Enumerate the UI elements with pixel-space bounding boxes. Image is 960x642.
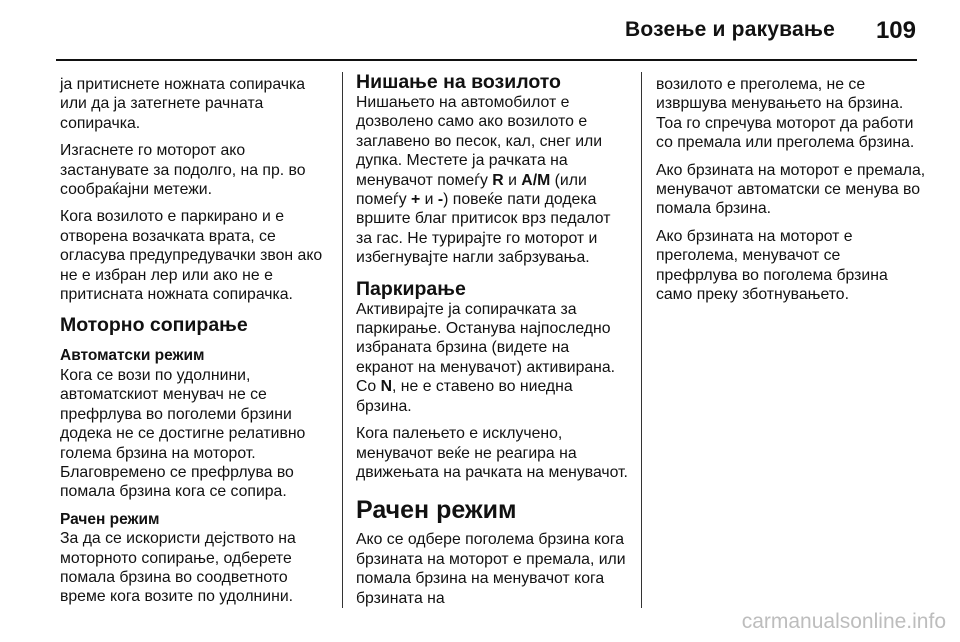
key-n: N xyxy=(380,378,393,396)
page-number: 109 xyxy=(875,17,916,44)
paragraph: Изгаснете го моторот ако застанувате за подолго, на пр. во сообраќајни метежи. xyxy=(60,142,306,199)
section-heading-engine-braking: Моторно сопирање xyxy=(60,314,248,337)
paragraph: За да се искористи дејството на моторното сопирање, одберете помала брзина во соодветното време кога возите по удолнини. xyxy=(60,530,296,606)
paragraph: Кога палењето е исклучено, менувачот веќе не реагира на движењата на рачката на менувачот. xyxy=(356,425,628,481)
key-plus: + xyxy=(411,191,421,209)
key-r: R xyxy=(492,171,504,189)
paragraph: Ако се одбере поголема брзина кога брзината на моторот е премала, или помала брзина на менувачот кога брзината на xyxy=(356,531,626,607)
paragraph: Ако брзината на моторот е преголема, менувачот се префрлува во поголема брзина само преку зботнувањето. xyxy=(656,227,888,304)
subheading-automatic-mode: Автоматски режим xyxy=(60,347,205,365)
paragraph: ја притиснете ножната сопирачка или да ја затегнете рачната сопирачка. xyxy=(60,76,306,132)
column-1 xyxy=(60,75,328,615)
section-heading-manual-mode: Рачен режим xyxy=(356,496,517,525)
paragraph-parking: Активирајте ја сопирачката за паркирање. Останува најпоследно избраната брзина (видете на екранот на менувачот) активирана. Со N, не е ставено во ниедна брзина. xyxy=(356,300,616,415)
watermark: carmanualsonline.info xyxy=(741,610,946,633)
column-divider-1 xyxy=(342,72,343,608)
column-2 xyxy=(356,71,628,616)
paragraph: Кога се вози по удолнини, автоматскиот менувач не се префрлува во поголеми брзини додека не се достигне релативно голема брзина на моторот. Благовремено се префрлува во помала брзина кога се сопира. xyxy=(60,366,306,501)
header-divider xyxy=(56,59,917,61)
page-header xyxy=(0,0,960,58)
paragraph: Кога возилото е паркирано и е отворена возачката врата, се огласува предупредувачки звон ако не е избран лер или ако не е притисната ножната сопирачка. xyxy=(60,208,323,304)
subheading-manual-mode: Рачен режим xyxy=(60,510,160,528)
header-title: Возење и ракување xyxy=(625,18,835,41)
paragraph: возилото е преголема, не се извршува менувањето на брзина. Тоа го спречува моторот да работи со премала или преголема брзина. xyxy=(656,76,915,152)
paragraph-rocking: Нишањето на автомобилот е дозволено само ако возилото е заглавено во песок, кал, снег или дупка. Местете ја рачката на менувачот помеѓу R и A/M (или помеѓу + и -) повеќе пати додека вршите благ притисок врз педалот за гас. Не турирајте го моторот и избегнувајте нагли забрзувања. xyxy=(356,94,611,267)
section-heading-rocking: Нишање на возилото xyxy=(356,71,561,93)
section-heading-parking: Паркирање xyxy=(356,277,466,300)
key-minus: - xyxy=(437,191,444,209)
key-am: A/M xyxy=(521,171,551,189)
paragraph: Ако брзината на моторот е премала, менувачот автоматски се менува во помала брзина. xyxy=(656,161,926,218)
column-divider-2 xyxy=(641,72,642,608)
column-3 xyxy=(656,75,926,312)
